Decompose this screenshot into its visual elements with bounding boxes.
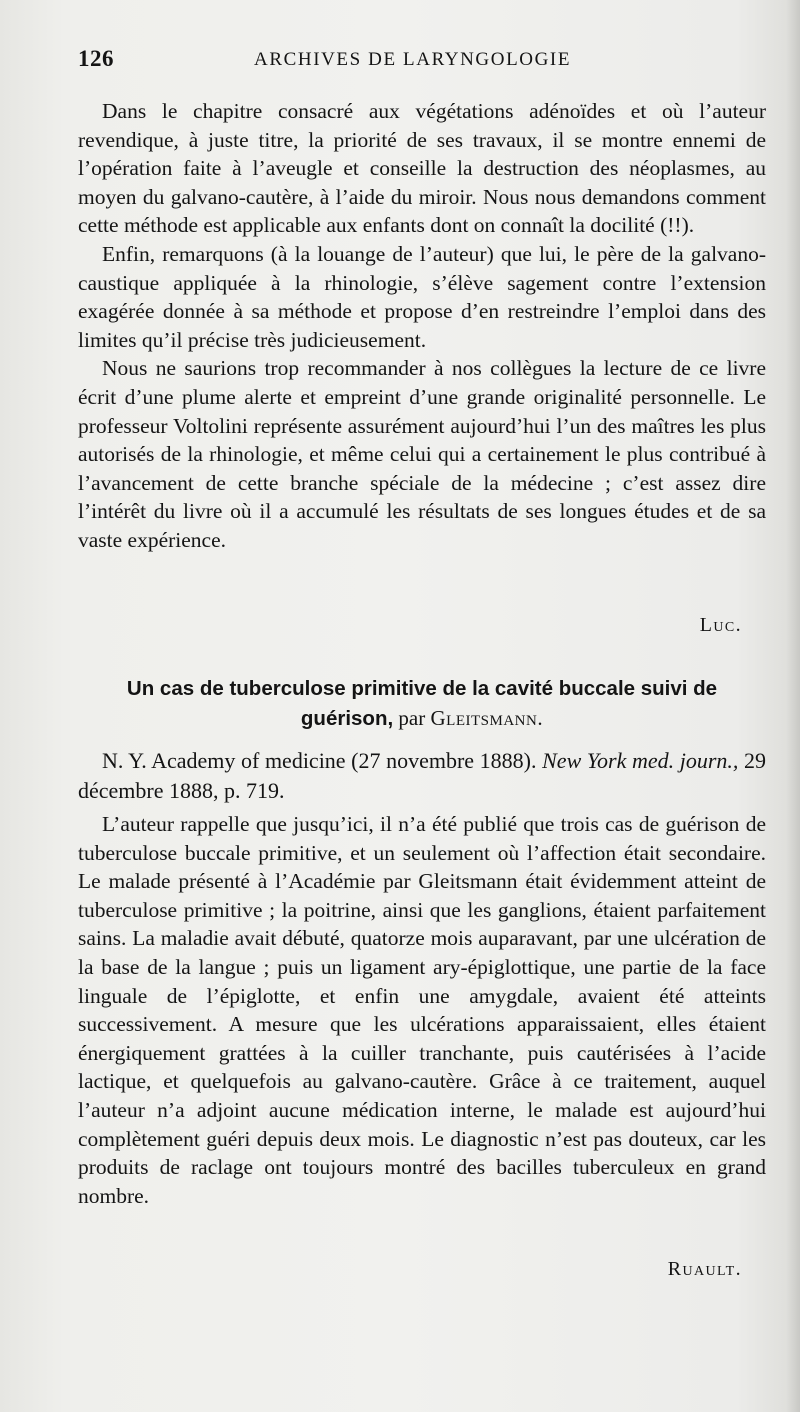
page-number: 126 xyxy=(78,46,114,71)
review-2-paragraph: L’auteur rappelle que jusqu’ici, il n’a été publié que trois cas de guérison de tuberculose buccale primitive, et un seulement où l’affection était secondaire. Le malade présenté à l’Académie par Gleitsmann était évidemment atteint de tuberculose primitive ; la poitrine, ainsi que les ganglions, étaient parfaitement sains. La maladie avait débuté, quatorze mois auparavant, par une ulcération de la base de la langue ; puis un ligament ary-épiglottique, une partie de la face linguale de l’épiglotte, et enfin une amygdale, avaient été atteints successivement. A mesure que les ulcérations apparaissaient, elles étaient énergiquement grattées à la cuiller tranchante, puis cautérisées à l’acide lactique, et quelquefois au galvano-cautère. Grâce à ce traitement, auquel l’auteur n’a adjoint aucune médication interne, le malade est aujourd’hui complètement guéri depuis deux mois. Le diagnostic n’est pas douteux, car les produits de raclage ont toujours montré des bacilles tuberculeux en grand nombre. xyxy=(78,812,766,1208)
journal-title: ARCHIVES DE LARYNGOLOGIE xyxy=(254,49,572,70)
review-1-paragraph-3: Nous ne saurions trop recommander à nos collègues la lecture de ce livre écrit d’une plume alerte et empreint d’une grande originalité personnelle. Le professeur Voltolini représente assurément aujourd’hui l’un des maîtres les plus autorisés de la rhinologie, et même celui qui a certainement le plus contribué à l’avancement de cette branche spéciale de la médecine ; c’est assez dire l’intérêt du livre où il a accumulé les résultats de ses longues études et de sa vaste expérience. xyxy=(78,356,766,552)
review-2-reference xyxy=(78,746,766,806)
reference-source: N. Y. Academy of medicine (27 novembre 1888). xyxy=(102,748,537,773)
review-2-body xyxy=(78,810,766,1210)
reference-date: 29 décembre 1888, p. 719. xyxy=(78,748,767,803)
review-2-title: Un cas de tuberculose primitive de la cavité buccale suivi de guérison, xyxy=(126,677,718,730)
review-1-paragraph-2: Enfin, remarquons (à la louange de l’auteur) que lui, le père de la galvano-caustique appliquée à la rhinologie, s’élève sagement contre l’extension exagérée donnée à sa méthode et propose d’en restreindre l’emploi dans des limites qu’il précise très judicieusement. xyxy=(78,241,766,352)
review-1-body xyxy=(78,97,766,555)
running-head xyxy=(78,46,768,76)
review-1-signature: Luc. xyxy=(699,614,742,636)
review-2-heading xyxy=(78,674,766,733)
reference-journal: New York med. journ., xyxy=(542,748,739,773)
review-2-by: par xyxy=(398,705,426,730)
review-2-signature: Ruault. xyxy=(667,1258,742,1280)
page-edge-shadow xyxy=(786,0,800,1412)
review-1-paragraph-1: Dans le chapitre consacré aux végétations adénoïdes et où l’auteur revendique, à juste titre, la priorité de ses travaux, il se montre ennemi de l’opération faite à l’aveugle et conseille la destruction des néoplasmes, au moyen du galvano-cautère, à l’aide du miroir. Nous nous demandons comment cette méthode est applicable aux enfants dont on connaît la docilité (!!). xyxy=(78,99,766,238)
review-2-author: Gleitsmann. xyxy=(430,705,544,730)
